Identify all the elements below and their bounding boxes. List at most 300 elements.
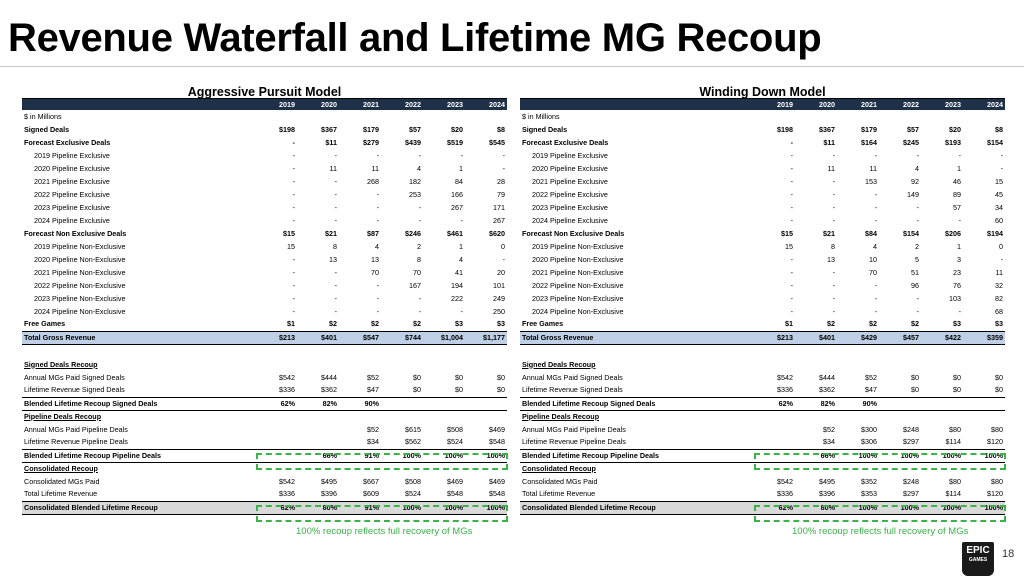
year-header: 2021	[837, 99, 879, 110]
table-cell: $248	[903, 476, 919, 486]
table-cell: $0	[995, 385, 1003, 395]
table-cell: $401	[795, 331, 837, 344]
table-cell	[921, 344, 963, 358]
table-cell: $57	[409, 124, 421, 134]
table-row	[22, 384, 507, 397]
table-cell: $0	[497, 372, 505, 382]
row-label: Total Lifetime Revenue	[522, 489, 596, 499]
row-label: 2019 Pipeline Non-Exclusive	[34, 241, 126, 251]
table-cell: $21	[325, 228, 337, 238]
table-cell	[795, 358, 837, 371]
table-cell: -	[292, 267, 295, 277]
table-cell: -	[874, 280, 877, 290]
table-cell: -	[334, 293, 337, 303]
table-cell: 82%	[297, 397, 339, 410]
table-cell: 4	[375, 241, 379, 251]
table-cell	[255, 358, 297, 371]
table-cell: 15	[995, 176, 1003, 186]
row-label: 2023 Pipeline Exclusive	[532, 202, 608, 212]
model-title: Aggressive Pursuit Model	[22, 86, 507, 99]
table-cell: -	[334, 202, 337, 212]
table-cell	[255, 110, 297, 123]
table-cell	[837, 410, 879, 423]
row-label	[22, 344, 255, 358]
table-cell	[465, 110, 507, 123]
table-cell: 100%	[837, 501, 879, 514]
table-cell	[753, 410, 795, 423]
row-label: Blended Lifetime Recoup Pipeline Deals	[520, 449, 753, 462]
table-row	[22, 501, 507, 514]
table-cell	[963, 110, 1005, 123]
row-label: 2021 Pipeline Non-Exclusive	[34, 267, 126, 277]
table-row	[22, 358, 507, 371]
table-cell: 4	[459, 254, 463, 264]
table-cell: $2	[329, 319, 337, 329]
table-cell: -	[832, 293, 835, 303]
table-cell: $524	[405, 489, 421, 499]
row-label: Signed Deals	[522, 124, 568, 134]
row-label: 2020 Pipeline Non-Exclusive	[34, 254, 126, 264]
table-cell: 13	[827, 254, 835, 264]
table-cell: -	[376, 293, 379, 303]
row-label: 2021 Pipeline Exclusive	[34, 176, 110, 186]
table-cell	[879, 358, 921, 371]
table-cell	[339, 410, 381, 423]
table-cell: $336	[777, 385, 793, 395]
table-cell: -	[460, 306, 463, 316]
table-cell: 100%	[921, 501, 963, 514]
table-cell: $3	[953, 319, 961, 329]
table-cell: $1,177	[465, 331, 507, 344]
table-cell: $154	[903, 228, 919, 238]
winding-down-panel	[520, 86, 1005, 515]
table-cell: -	[1000, 254, 1003, 264]
table-row	[520, 501, 1005, 514]
table-cell: $359	[963, 331, 1005, 344]
table-cell	[297, 110, 339, 123]
table-row	[520, 136, 1005, 149]
table-cell: 5	[915, 254, 919, 264]
table-cell: 46	[953, 176, 961, 186]
table-cell: 11	[995, 267, 1003, 277]
table-cell: $469	[489, 476, 505, 486]
table-cell: $545	[489, 137, 505, 147]
table-cell: $11	[823, 137, 835, 147]
table-row	[520, 423, 1005, 436]
table-cell	[423, 344, 465, 358]
table-cell: $47	[865, 385, 877, 395]
table-cell: -	[376, 280, 379, 290]
table-cell: 100%	[423, 449, 465, 462]
table-cell: $2	[869, 319, 877, 329]
table-cell: $2	[371, 319, 379, 329]
table-row	[22, 331, 507, 344]
table-row	[22, 175, 507, 188]
table-cell: -	[292, 163, 295, 173]
table-cell: 11	[371, 163, 379, 173]
row-label: Annual MGs Paid Signed Deals	[522, 372, 623, 382]
table-row	[520, 384, 1005, 397]
page-number: 18	[1002, 548, 1015, 560]
table-cell: 267	[451, 202, 463, 212]
table-cell: 91%	[339, 501, 381, 514]
table-cell: $20	[949, 124, 961, 134]
table-cell: 13	[329, 254, 337, 264]
year-header-row	[520, 99, 1005, 110]
table-cell: 4	[417, 163, 421, 173]
table-cell: 100%	[465, 449, 507, 462]
table-cell: $469	[489, 424, 505, 434]
table-cell: 79	[497, 189, 505, 199]
table-cell: -	[790, 293, 793, 303]
table-cell	[753, 436, 795, 449]
table-cell: $439	[405, 137, 421, 147]
table-cell: $548	[447, 489, 463, 499]
table-cell: -	[916, 215, 919, 225]
row-label: Free Games	[522, 319, 564, 329]
table-cell: 100%	[879, 501, 921, 514]
table-row	[22, 371, 507, 384]
row-label: Lifetime Revenue Signed Deals	[24, 385, 125, 395]
table-cell: -	[874, 293, 877, 303]
table-cell: 84	[455, 176, 463, 186]
table-cell: -	[790, 215, 793, 225]
table-row	[520, 175, 1005, 188]
table-row	[520, 371, 1005, 384]
table-row	[22, 397, 507, 410]
year-header: 2023	[423, 99, 465, 110]
table-cell	[255, 344, 297, 358]
table-cell: -	[790, 163, 793, 173]
year-header: 2022	[381, 99, 423, 110]
row-label: 2023 Pipeline Non-Exclusive	[34, 293, 126, 303]
table-cell	[423, 462, 465, 475]
table-cell: 8	[831, 241, 835, 251]
row-label: Consolidated Recoup	[522, 463, 596, 473]
table-cell: -	[916, 293, 919, 303]
row-label: Blended Lifetime Recoup Signed Deals	[520, 397, 753, 410]
table-cell	[963, 358, 1005, 371]
table-cell: $3	[497, 319, 505, 329]
year-header: 2020	[795, 99, 837, 110]
table-row	[520, 123, 1005, 136]
table-cell	[381, 410, 423, 423]
table-row	[520, 279, 1005, 292]
table-cell: 76	[953, 280, 961, 290]
table-cell: -	[790, 254, 793, 264]
row-label: Total Lifetime Revenue	[24, 489, 98, 499]
row-label: 2024 Pipeline Non-Exclusive	[34, 306, 126, 316]
table-cell: $52	[367, 372, 379, 382]
table-cell: $198	[777, 124, 793, 134]
row-label: Forecast Exclusive Deals	[24, 137, 111, 147]
table-cell: $1	[785, 319, 793, 329]
table-cell: 13	[371, 254, 379, 264]
table-cell: 194	[451, 280, 463, 290]
table-cell: 0	[501, 241, 505, 251]
table-cell: -	[292, 306, 295, 316]
table-row	[22, 188, 507, 201]
table-row	[22, 240, 507, 253]
table-row	[520, 318, 1005, 331]
table-cell: $548	[489, 489, 505, 499]
aggressive-pursuit-panel	[22, 86, 507, 515]
table-cell: $246	[405, 228, 421, 238]
row-label: Pipeline Deals Recoup	[522, 411, 600, 421]
table-cell: -	[790, 202, 793, 212]
table-cell	[297, 423, 339, 436]
table-cell: -	[292, 254, 295, 264]
table-cell: $508	[447, 424, 463, 434]
table-cell: $542	[777, 372, 793, 382]
table-cell: $615	[405, 424, 421, 434]
year-header: 2024	[963, 99, 1005, 110]
table-cell: $461	[447, 228, 463, 238]
table-cell: 1	[957, 163, 961, 173]
table-cell	[921, 110, 963, 123]
table-cell: -	[502, 163, 505, 173]
table-cell: 100%	[879, 449, 921, 462]
row-label: Consolidated Blended Lifetime Recoup	[520, 501, 753, 514]
table-cell: $80	[949, 476, 961, 486]
row-label: Pipeline Deals Recoup	[24, 411, 102, 421]
table-cell	[297, 344, 339, 358]
table-row	[520, 305, 1005, 318]
row-label: Lifetime Revenue Pipeline Deals	[24, 437, 128, 447]
table-cell: $429	[837, 331, 879, 344]
table-cell	[963, 397, 1005, 410]
table-cell: $362	[819, 385, 835, 395]
table-cell: $352	[861, 476, 877, 486]
table-row	[22, 318, 507, 331]
table-cell: $0	[911, 372, 919, 382]
table-cell: -	[916, 202, 919, 212]
table-cell: 100%	[381, 501, 423, 514]
table-cell: $2	[827, 319, 835, 329]
table-cell	[255, 410, 297, 423]
table-cell	[753, 449, 795, 462]
table-cell	[297, 410, 339, 423]
table-cell: 32	[995, 280, 1003, 290]
table-row	[22, 253, 507, 266]
table-cell	[921, 397, 963, 410]
table-cell	[381, 344, 423, 358]
table-cell: $0	[413, 385, 421, 395]
row-label: Consolidated MGs Paid	[522, 476, 598, 486]
table-row	[520, 475, 1005, 488]
table-cell	[381, 462, 423, 475]
table-cell	[339, 358, 381, 371]
table-cell: $80	[949, 424, 961, 434]
table-cell: 41	[455, 267, 463, 277]
table-cell: 45	[995, 189, 1003, 199]
table-cell	[255, 436, 297, 449]
table-cell: 268	[367, 176, 379, 186]
table-cell: $0	[911, 385, 919, 395]
row-label: Forecast Non Exclusive Deals	[24, 228, 127, 238]
table-cell	[381, 397, 423, 410]
table-cell: -	[502, 150, 505, 160]
table-row	[520, 240, 1005, 253]
table-row	[22, 410, 507, 423]
table-cell: 66%	[297, 449, 339, 462]
table-cell: $300	[861, 424, 877, 434]
table-cell: 3	[957, 254, 961, 264]
year-header: 2019	[255, 99, 297, 110]
recoup-note: 100% recoup reflects full recovery of MGs	[792, 526, 969, 537]
table-cell: $542	[279, 372, 295, 382]
table-row	[22, 123, 507, 136]
table-cell: -	[832, 280, 835, 290]
title-divider	[0, 66, 1024, 67]
table-cell: 100%	[465, 501, 507, 514]
row-label: 2020 Pipeline Exclusive	[34, 163, 110, 173]
table-cell: -	[832, 176, 835, 186]
year-header: 2023	[921, 99, 963, 110]
row-label: Blended Lifetime Recoup Signed Deals	[22, 397, 255, 410]
table-cell: $52	[367, 424, 379, 434]
row-label: 2024 Pipeline Exclusive	[532, 215, 608, 225]
table-cell: 2	[417, 241, 421, 251]
table-cell: $0	[455, 372, 463, 382]
table-row	[520, 149, 1005, 162]
row-label: 2022 Pipeline Exclusive	[532, 189, 608, 199]
table-cell: $164	[861, 137, 877, 147]
table-cell: $21	[823, 228, 835, 238]
table-cell: $469	[447, 476, 463, 486]
table-cell: 249	[493, 293, 505, 303]
table-cell: $297	[903, 437, 919, 447]
table-cell: -	[334, 150, 337, 160]
table-cell	[339, 110, 381, 123]
table-cell	[423, 410, 465, 423]
row-label: Total Gross Revenue	[520, 331, 753, 344]
table-cell: $52	[865, 372, 877, 382]
table-cell: $297	[903, 489, 919, 499]
table-cell: -	[418, 215, 421, 225]
table-cell: -	[292, 189, 295, 199]
table-cell: 34	[995, 202, 1003, 212]
table-row	[22, 305, 507, 318]
table-row	[520, 227, 1005, 240]
table-cell	[753, 423, 795, 436]
table-cell	[753, 462, 795, 475]
table-cell	[465, 462, 507, 475]
table-cell: $367	[819, 124, 835, 134]
table-row	[22, 423, 507, 436]
table-row	[520, 188, 1005, 201]
table-cell: 10	[869, 254, 877, 264]
table-cell	[339, 344, 381, 358]
table-cell: -	[790, 306, 793, 316]
table-cell: -	[334, 189, 337, 199]
table-cell: 28	[497, 176, 505, 186]
table-cell: 82%	[795, 397, 837, 410]
table-cell: $114	[945, 437, 961, 447]
row-label: $ in Millions	[522, 111, 560, 121]
table-cell: -	[292, 280, 295, 290]
table-cell	[921, 358, 963, 371]
table-cell	[753, 358, 795, 371]
table-row	[520, 436, 1005, 449]
table-cell	[297, 358, 339, 371]
table-cell	[339, 462, 381, 475]
table-cell	[465, 410, 507, 423]
table-cell: 149	[907, 189, 919, 199]
table-cell: -	[376, 189, 379, 199]
table-cell	[255, 462, 297, 475]
year-header: 2022	[879, 99, 921, 110]
table-cell	[837, 344, 879, 358]
table-cell: $179	[861, 124, 877, 134]
revenue-table	[22, 99, 507, 515]
row-label: 2020 Pipeline Exclusive	[532, 163, 608, 173]
table-cell: 250	[493, 306, 505, 316]
table-cell: $87	[367, 228, 379, 238]
table-cell: $524	[447, 437, 463, 447]
table-cell	[795, 462, 837, 475]
table-cell: $2	[413, 319, 421, 329]
table-row	[22, 110, 507, 123]
table-cell: -	[376, 215, 379, 225]
table-cell: -	[832, 306, 835, 316]
table-cell: 8	[417, 254, 421, 264]
table-row	[22, 475, 507, 488]
table-cell: $495	[819, 476, 835, 486]
table-cell: 15	[287, 241, 295, 251]
table-cell	[795, 410, 837, 423]
row-label: Forecast Non Exclusive Deals	[522, 228, 625, 238]
table-cell: -	[916, 306, 919, 316]
table-cell	[837, 462, 879, 475]
table-cell: 182	[409, 176, 421, 186]
table-cell: 103	[949, 293, 961, 303]
row-label: Lifetime Revenue Pipeline Deals	[522, 437, 626, 447]
table-row	[22, 201, 507, 214]
table-cell	[381, 358, 423, 371]
table-cell: 96	[911, 280, 919, 290]
table-cell: 92	[911, 176, 919, 186]
table-cell	[297, 436, 339, 449]
table-cell: -	[418, 202, 421, 212]
table-cell: $306	[861, 437, 877, 447]
table-row	[22, 462, 507, 475]
table-row	[520, 488, 1005, 501]
table-cell: -	[790, 189, 793, 199]
logo-text: EPIC	[966, 545, 990, 556]
table-cell: $248	[903, 424, 919, 434]
table-cell: -	[292, 176, 295, 186]
table-cell: 167	[409, 280, 421, 290]
table-cell: $353	[861, 489, 877, 499]
table-cell: 11	[329, 163, 337, 173]
row-label: Signed Deals Recoup	[522, 359, 596, 369]
table-cell: $547	[339, 331, 381, 344]
row-label: Lifetime Revenue Signed Deals	[522, 385, 623, 395]
table-cell: $20	[451, 124, 463, 134]
table-cell: 62%	[255, 501, 297, 514]
table-cell: $213	[255, 331, 297, 344]
table-cell: $620	[489, 228, 505, 238]
table-cell: 267	[493, 215, 505, 225]
logo-subtext: GAMES	[968, 557, 988, 563]
table-cell: $519	[447, 137, 463, 147]
table-cell: -	[1000, 150, 1003, 160]
table-cell: $396	[819, 489, 835, 499]
table-cell: $120	[987, 437, 1003, 447]
table-row	[520, 449, 1005, 462]
table-cell: $84	[865, 228, 877, 238]
